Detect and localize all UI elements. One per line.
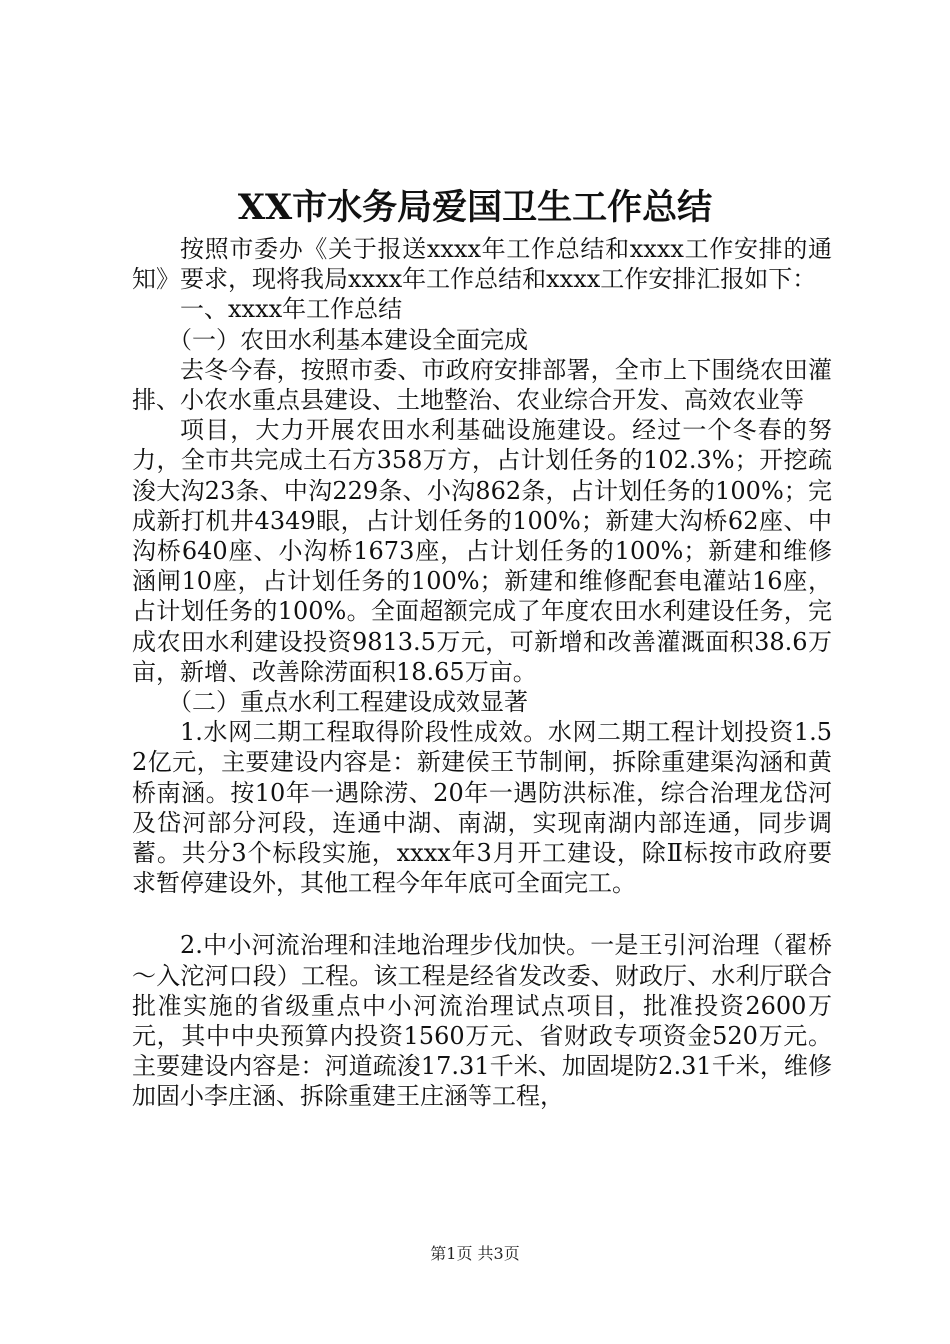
body-paragraph: 去冬今春，按照市委、市政府安排部署，全市上下围绕农田灌排、小农水重点县建设、土地整治、农业综合开发、高效农业等 [132,355,832,415]
body-paragraph: 项目，大力开展农田水利基础设施建设。经过一个冬春的努力，全市共完成土石方358万方，占计划任务的102.3%；开挖疏浚大沟23条、中沟229条、小沟862条，占计划任务的100%；完成新打机井4349眼，占计划任务的100%；新建大沟桥62座、中沟桥640座、小沟桥1673座，占计划任务的100%；新建和维修涵闸10座，占计划任务的100%；新建和维修配套电灌站16座，占计划任务的100%。全面超额完成了年度农田水利建设任务，完成农田水利建设投资9813.5万元，可新增和改善灌溉面积38.6万亩，新增、改善除涝面积18.65万亩。 [132,416,832,686]
section-heading-1: 一、xxxx年工作总结 [180,295,403,324]
body-paragraph: 2.中小河流治理和洼地治理步伐加快。一是王引河治理（翟桥～入沱河口段）工程。该工程是经省发改委、财政厅、水利厅联合批准实施的省级重点中小河流治理试点项目，批准投资2600万元，其中中央预算内投资1560万元、省财政专项资金520万元。主要建设内容是：河道疏浚17.31千米、加固堤防2.31千米，维修加固小李庄涵、拆除重建王庄涵等工程， [132,931,832,1111]
subsection-heading-2: （二）重点水利工程建设成效显著 [168,688,528,717]
document-body [132,234,832,1112]
subsection-heading-1: （一）农田水利基本建设全面完成 [168,325,528,354]
body-paragraph: 1.水网二期工程取得阶段性成效。水网二期工程计划投资1.52亿元，主要建设内容是：新建侯王节制闸，拆除重建渠沟涵和黄桥南涵。按10年一遇除涝、20年一遇防洪标准，综合治理龙岱河及岱河部分河段，连通中湖、南湖，实现南湖内部连通，同步调蓄。共分3个标段实施，xxxx年3月开工建设，除Ⅱ标按市政府要求暂停建设外，其他工程今年年底可全面完工。 [132,718,832,898]
page-number-footer: 第1页 共3页 [430,1244,520,1263]
page-title: XX市水务局爱国卫生工作总结 [237,187,713,228]
intro-paragraph: 按照市委办《关于报送xxxx年工作总结和xxxx工作安排的通知》要求，现将我局xxxx年工作总结和xxxx工作安排汇报如下： [132,235,832,294]
